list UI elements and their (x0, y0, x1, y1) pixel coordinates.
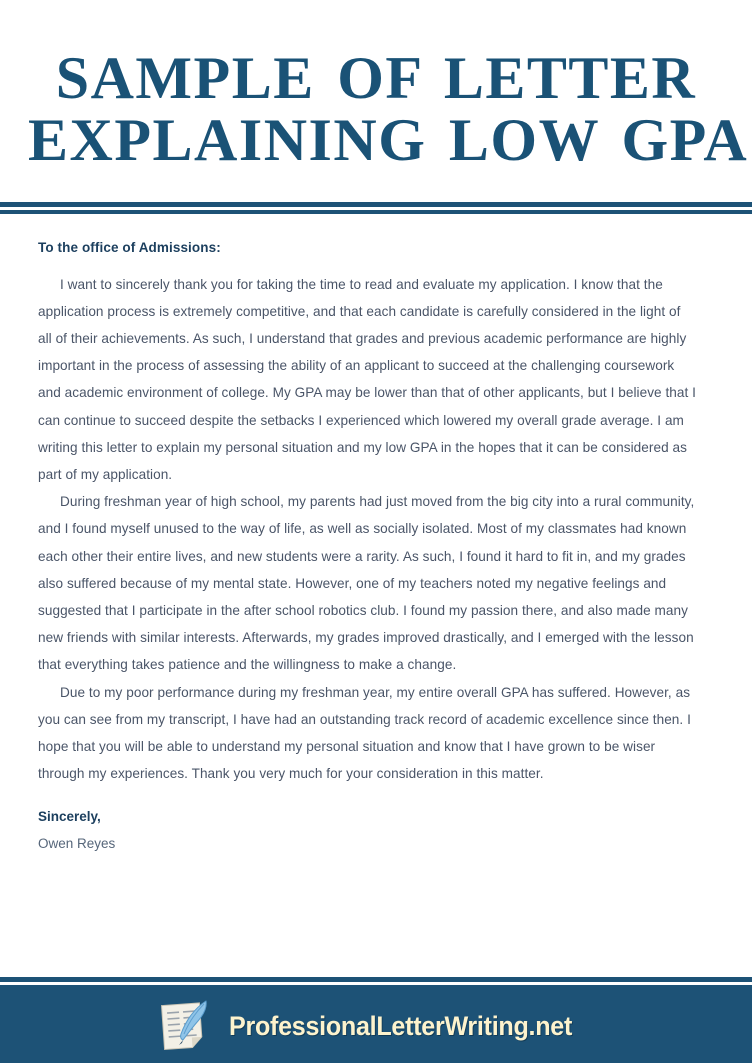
letter-paragraph: Due to my poor performance during my freshman year, my entire overall GPA has suffered. However, as you can see from my transcript, I have had an outstanding track record of academic excellence since then. I hope that you will be able to understand my personal situation and know that I have grown to be wiser through my experiences. Thank you very much for your consideration in this matter. (38, 684, 691, 782)
signer-name: Owen Reyes (38, 836, 116, 852)
header-divider (0, 202, 752, 214)
letter-body (0, 214, 752, 977)
brand-name: ProfessionalLetterWriting.net (228, 1010, 572, 1041)
footer (0, 977, 752, 1063)
footer-brand-bar (0, 989, 752, 1063)
title-block (0, 0, 752, 172)
footer-divider (0, 977, 752, 989)
page-title (28, 45, 749, 173)
page-title-line-2: EXPLAINING LOW GPA (28, 106, 749, 173)
closing-salutation: Sincerely, (38, 809, 101, 825)
letter-paragraph: During freshman year of high school, my parents had just moved from the big city into a rural community, and I found myself unused to the way of life, as well as socially isolated. Most of my classmates had known each other their entire lives, and new students were a rarity. As such, I found it hard to fit in, and my grades also suffered because of my mental state. However, one of my teachers noted my negative feelings and suggested that I participate in the after school robotics club. I found my passion there, and also made many new friends with similar interests. Afterwards, my grades improved drastically, and I emerged with the lesson that everything takes patience and the willingness to make a change. (38, 494, 695, 673)
letter-paragraph: I want to sincerely thank you for taking the time to read and evaluate my application. I know that the application process is extremely competitive, and that each candidate is carefully considered in the light of all of their achievements. As such, I understand that grades and previous academic performance are highly important in the process of assessing the ability of an applicant to succeed at the challenging coursework and academic environment of college. My GPA may be lower than that of other applicants, but I believe that I can continue to succeed despite the setbacks I experienced which lowered my overall grade average. I am writing this letter to explain my personal situation and my low GPA in the hopes that it can be considered as part of my application. (38, 276, 697, 483)
document-quill-pen-icon (155, 998, 215, 1054)
page-title-line-1: SAMPLE OF LETTER (55, 45, 697, 111)
salutation: To the office of Admissions: (38, 239, 221, 255)
